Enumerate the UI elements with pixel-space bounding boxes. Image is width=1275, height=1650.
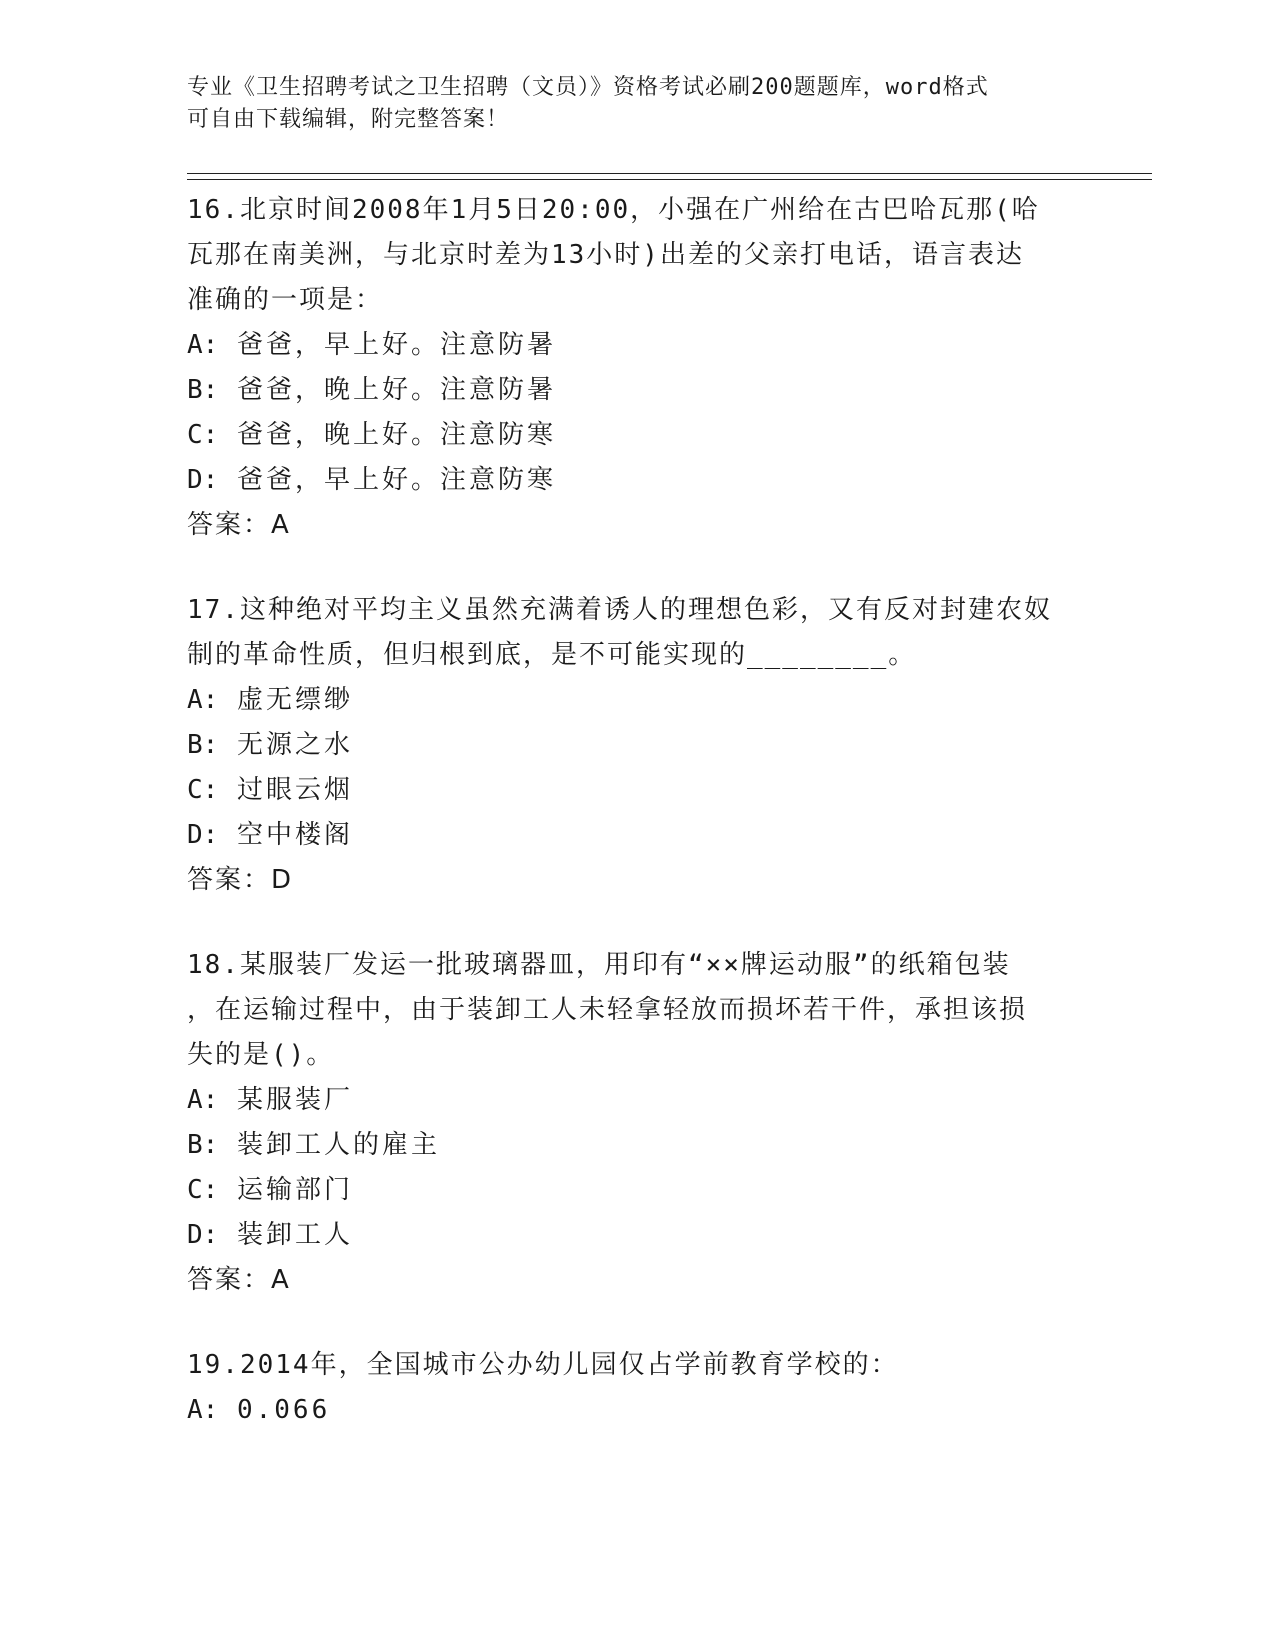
option-c: [187, 413, 1087, 458]
answer-line: 答案：A: [187, 1265, 291, 1295]
option-letter: D:: [187, 465, 219, 495]
header-divider-top: [187, 173, 1152, 174]
header-line-2: 可自由下载编辑，附完整答案！: [187, 107, 510, 132]
option-d: [187, 813, 1087, 858]
option-d: [187, 458, 1087, 503]
option-letter: A:: [187, 330, 219, 360]
option-text: 爸爸，晚上好。注意防暑: [236, 375, 556, 405]
option-letter: D:: [187, 1220, 219, 1250]
option-text: 虚无缥缈: [236, 685, 353, 715]
option-letter: B:: [187, 375, 219, 405]
option-text: 无源之水: [236, 730, 353, 760]
header-line-1: 专业《卫生招聘考试之卫生招聘（文员）》资格考试必刷200题题库，word格式: [187, 75, 989, 100]
option-text: 空中楼阁: [236, 820, 353, 850]
question-text-line: 18.某服装厂发运一批玻璃器皿，用印有“××牌运动服”的纸箱包装: [187, 950, 1011, 980]
option-text: 某服装厂: [236, 1085, 353, 1115]
option-d: [187, 1213, 1087, 1258]
question-text-line: 失的是()。: [187, 1040, 335, 1070]
document-header: [187, 72, 1067, 136]
option-letter: B:: [187, 1130, 219, 1160]
question-text-line: 瓦那在南美洲，与北京时差为13小时)出差的父亲打电话，语言表达: [187, 240, 1024, 270]
answer-line: 答案：D: [187, 865, 294, 895]
option-text: 爸爸，晚上好。注意防寒: [236, 420, 556, 450]
option-text: 装卸工人: [236, 1220, 353, 1250]
question-16: [187, 188, 1087, 548]
question-18: [187, 943, 1087, 1303]
option-letter: A:: [187, 1085, 219, 1115]
option-letter: A:: [187, 1395, 219, 1425]
option-text: 过眼云烟: [236, 775, 353, 805]
option-text: 运输部门: [236, 1175, 353, 1205]
header-divider-bottom: [187, 179, 1152, 180]
option-letter: B:: [187, 730, 219, 760]
option-text: 装卸工人的雇主: [236, 1130, 440, 1160]
option-letter: C:: [187, 420, 219, 450]
option-c: [187, 768, 1087, 813]
option-text: 0.066: [236, 1395, 331, 1425]
question-text-line: 19.2014年，全国城市公办幼儿园仅占学前教育学校的：: [187, 1350, 899, 1380]
option-letter: C:: [187, 775, 219, 805]
option-text: 爸爸，早上好。注意防寒: [236, 465, 556, 495]
option-letter: A:: [187, 685, 219, 715]
question-text-line: ，在运输过程中，由于装卸工人未轻拿轻放而损坏若干件，承担该损: [187, 995, 1028, 1025]
option-c: [187, 1168, 1087, 1213]
option-b: [187, 723, 1087, 768]
option-text: 爸爸，早上好。注意防暑: [236, 330, 556, 360]
option-b: [187, 368, 1087, 413]
question-text-line: 17.这种绝对平均主义虽然充满着诱人的理想色彩，又有反对封建农奴: [187, 595, 1052, 625]
question-text-line: 16.北京时间2008年1月5日20:00，小强在广州给在古巴哈瓦那(哈: [187, 195, 1040, 225]
question-19: [187, 1343, 1087, 1433]
question-list: [187, 188, 1087, 1473]
question-text-line: 制的革命性质，但归根到底，是不可能实现的________。: [187, 640, 917, 670]
option-letter: C:: [187, 1175, 219, 1205]
option-a: [187, 678, 1087, 723]
question-text-line: 准确的一项是：: [187, 285, 384, 315]
option-letter: D:: [187, 820, 219, 850]
option-a: [187, 323, 1087, 368]
option-a: [187, 1388, 1087, 1433]
question-17: [187, 588, 1087, 903]
option-b: [187, 1123, 1087, 1168]
option-a: [187, 1078, 1087, 1123]
answer-line: 答案：A: [187, 510, 291, 540]
